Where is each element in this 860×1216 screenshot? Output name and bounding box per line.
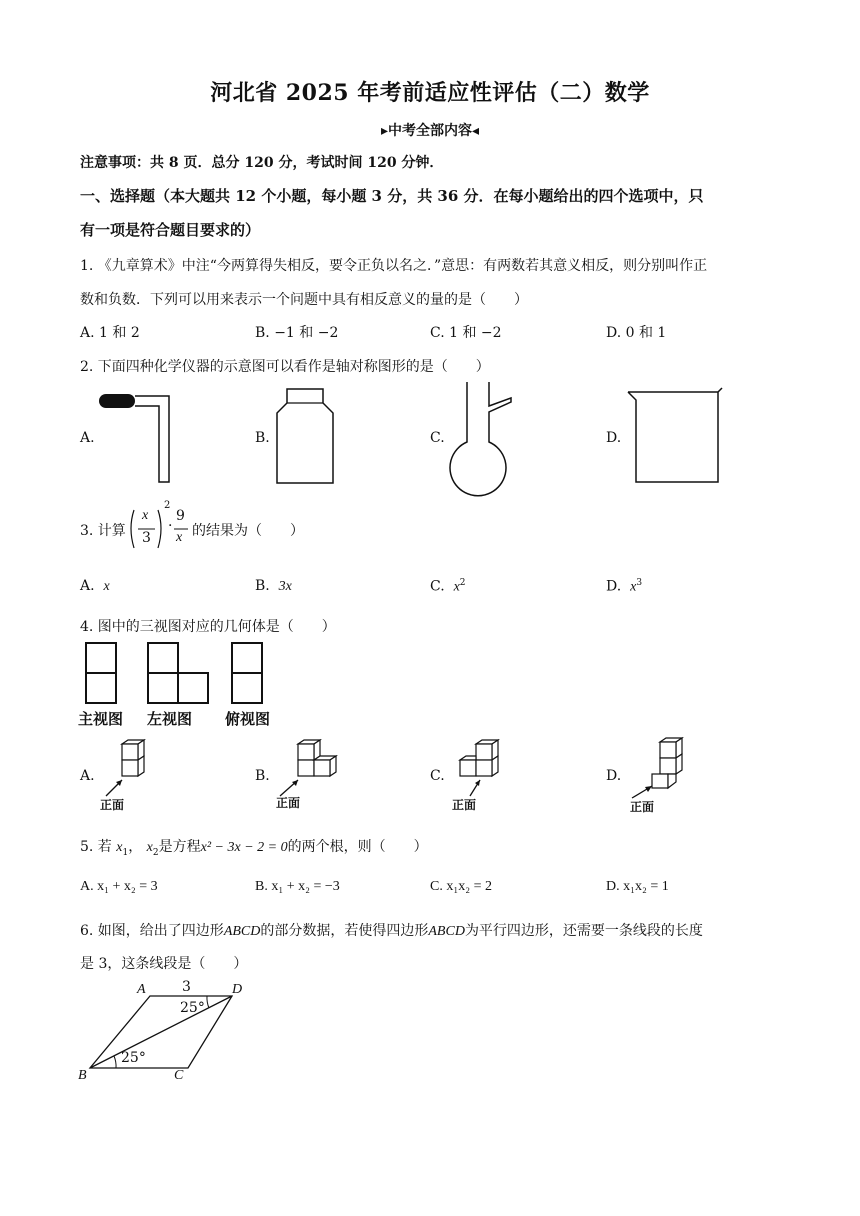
- q5-option-c: C. x₁x₂ = 2: [430, 879, 492, 894]
- q3-frac2-num: 9: [176, 508, 185, 524]
- q4-front-label-d: 正面: [630, 800, 655, 814]
- q4-front-label-b: 正面: [276, 796, 301, 810]
- q4-front-label-c: 正面: [452, 798, 477, 812]
- q3-option-c: C. $x^2$: [430, 578, 466, 595]
- q5-option-d: D. x₁x₂ = 1: [606, 879, 669, 894]
- section-heading-line2: 有一项是符合题目要求的）: [80, 221, 261, 239]
- q4-figure-b: [272, 738, 352, 802]
- q3-frac2-den: x: [176, 530, 183, 545]
- q6-angle-top: 25°: [180, 1000, 205, 1016]
- q1-option-a: A. 1 和 2: [80, 325, 140, 341]
- q3-frac1-num: x: [142, 508, 149, 523]
- q4-front-label-a: 正面: [100, 798, 125, 812]
- q4-stem: 4. 图中的三视图对应的几何体是（ ）: [80, 619, 336, 635]
- q2-label-b: B.: [255, 430, 270, 446]
- q4-label-b: B.: [255, 768, 270, 784]
- q6-vertex-c: C: [174, 1068, 184, 1083]
- notice: 注意事项：共 8 页．总分 120 分，考试时间 120 分钟．: [80, 155, 444, 171]
- q5-option-a: A. x₁ + x₂ = 3: [80, 879, 158, 894]
- q1-option-c: C. 1 和 −2: [430, 325, 502, 341]
- section-heading-line1: 一、选择题（本大题共 12 个小题，每小题 3 分，共 36 分．在每小题给出的四个选项中，只: [80, 187, 704, 205]
- q3-expression: [126, 506, 196, 556]
- q2-label-c: C.: [430, 430, 445, 446]
- q6-vertex-d: D: [232, 982, 243, 997]
- q3-frac1-den: 3: [142, 530, 151, 546]
- q4-three-views: [80, 640, 280, 706]
- q3-prefix: 3. 计算: [80, 523, 126, 539]
- q2-label-a: A.: [80, 430, 95, 446]
- q5-option-b: B. x₁ + x₂ = −3: [255, 879, 340, 894]
- q1-option-b: B. −1 和 −2: [255, 325, 339, 341]
- q4-label-a: A.: [80, 768, 95, 784]
- view-label-left: 左视图: [147, 710, 193, 728]
- q2-figure-b: [265, 385, 345, 490]
- view-label-top: 俯视图: [225, 710, 271, 728]
- q2-label-d: D.: [606, 430, 622, 446]
- q2-figure-c: [445, 378, 525, 498]
- q4-label-d: D.: [606, 768, 622, 784]
- q6-stem-line1: 6. 如图，给出了四边形ABCD的部分数据，若使得四边形ABCD为平行四边形，还需要一条线段的长度: [80, 923, 703, 939]
- q4-figure-a: [96, 738, 156, 802]
- page-subtitle: ▸中考全部内容◂: [380, 123, 480, 139]
- q6-vertex-a: A: [137, 982, 146, 997]
- q1-option-d: D. 0 和 1: [606, 325, 667, 341]
- q3-option-a: A. x: [80, 578, 110, 594]
- q5-stem: 5. 若 $x_1$， $x_2$是方程x² − 3x − 2 = 0的两个根，则（ ）: [80, 839, 428, 858]
- q3-option-d: D. $x^3$: [606, 578, 643, 595]
- q3-option-b: B. 3x: [255, 578, 292, 594]
- view-label-front: 主视图: [78, 710, 124, 728]
- q4-figure-c: [448, 736, 528, 802]
- q3-exponent: 2: [164, 500, 171, 511]
- q6-stem-line2: 是 3，这条线段是（ ）: [80, 956, 248, 972]
- q4-label-c: C.: [430, 768, 445, 784]
- q4-figure-d: [626, 736, 696, 802]
- q6-angle-bottom: 25°: [121, 1050, 146, 1066]
- q1-stem-line1: 1. 《九章算术》中注“今两算得失相反，要令正负以名之．”意思：有两数若其意义相反，则分别叫作正: [80, 258, 708, 274]
- q2-figure-a: [95, 390, 185, 490]
- q3-dot: ·: [168, 518, 173, 534]
- q6-vertex-b: B: [78, 1068, 87, 1083]
- q3-suffix: 的结果为（ ）: [192, 523, 304, 539]
- q2-figure-d: [620, 386, 730, 486]
- q2-stem: 2. 下面四种化学仪器的示意图可以看作是轴对称图形的是（ ）: [80, 359, 490, 375]
- q1-stem-line2: 数和负数．下列可以用来表示一个问题中具有相反意义的量的是（ ）: [80, 292, 528, 308]
- q6-side-length: 3: [182, 979, 191, 995]
- page-title: 河北省 2025 年考前适应性评估（二）数学: [210, 80, 650, 106]
